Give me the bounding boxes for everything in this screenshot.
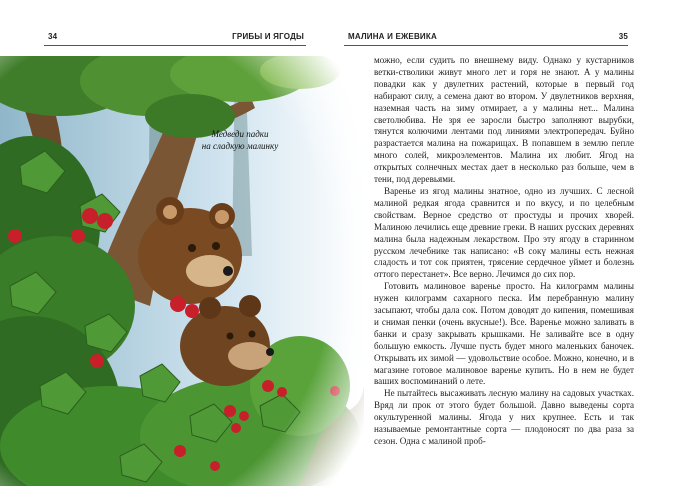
right-page-number: 35: [618, 32, 628, 41]
left-running-title: ГРИБЫ И ЯГОДЫ: [232, 32, 304, 41]
illustration-caption: [185, 128, 295, 152]
left-page-header: [0, 26, 336, 46]
right-header-rule: [344, 45, 628, 46]
caption-line-1: Медведи падки: [211, 129, 269, 139]
paragraph-2: Варенье из ягод малины знатное, одно из лучших. С лесной малиной редкая ягода сравнится и по вкусу, и по целебным свойствам. Верное средство от простуды и прочих хворей. Малиною лечились еще древние греки. В наших русских деревнях малина была надежным лекарством. Про эту ягоду в старинном русском лечебнике так написано: «В сокү малины есть нежная сладость и тот сок приятен, трясение сердечное уймет и болезнь оттого перестанет». Все верно. Лечимся до сих пор.: [374, 185, 634, 280]
right-page-body-text: [374, 55, 634, 448]
right-running-title: МАЛИНА И ЕЖЕВИКА: [348, 32, 437, 41]
left-page-number: 34: [48, 32, 58, 41]
left-header-rule: [44, 45, 306, 46]
paragraph-3: Готовить малиновое варенье просто. На килограмм малины нужен килограмм сахарного песка. Им перебранную малину засыпают, чтобы дала сок. Потом доводят до кипения, помешивая и снимая пенки (очень вкусные!). Все. Варенье можно заливать в банки и сразу закрывать крышками. Не заливайте все в одну большую емкость. Лучше пусть будет много маленьких баночек. Открывать их зимой — удовольствие особое. Можно, конечно, и в магазине готовое малиновое варенье купить. Но в нем не будет ваших воспоминаний о лете.: [374, 281, 634, 387]
paragraph-1: можно, если судить по внешнему виду. Однако у кустарников ветки-стволики живут много лет и горя не знают. А у малины повадки как у двулетних растений, которые в первый год набирают силу, а семена дают во втором. У двулетников верхняя, наземная часть на зиму отмирает, а у малины нет... Малина светолюбива. Не зря ее заросли быстро заполняют вырубки, тянутся колючими лентами под линиями электропередач. Буйно разрастается малина на пожарищах. В попавшем в землю пепле много солей, микроэлементов. Малина их любит. Ягод на открытых солнечных местах дает в несколько раз больше, чем в тени, под деревьями.: [374, 55, 634, 185]
bears-raspberry-illustration: [0, 56, 364, 486]
caption-line-2: на сладкую малинку: [201, 141, 279, 151]
right-page-header: [338, 26, 674, 46]
paragraph-4: Не пытайтесь высаживать лесную малину на садовых участках. Вряд ли прок от этого будет большой. Давно выведены сорта окультуренной малины. Ягода у них крупнее. Есть и так называемые ремонтантные сорта — плодоносят по два раза за сезон. Одна с малиной проб-: [374, 388, 634, 446]
